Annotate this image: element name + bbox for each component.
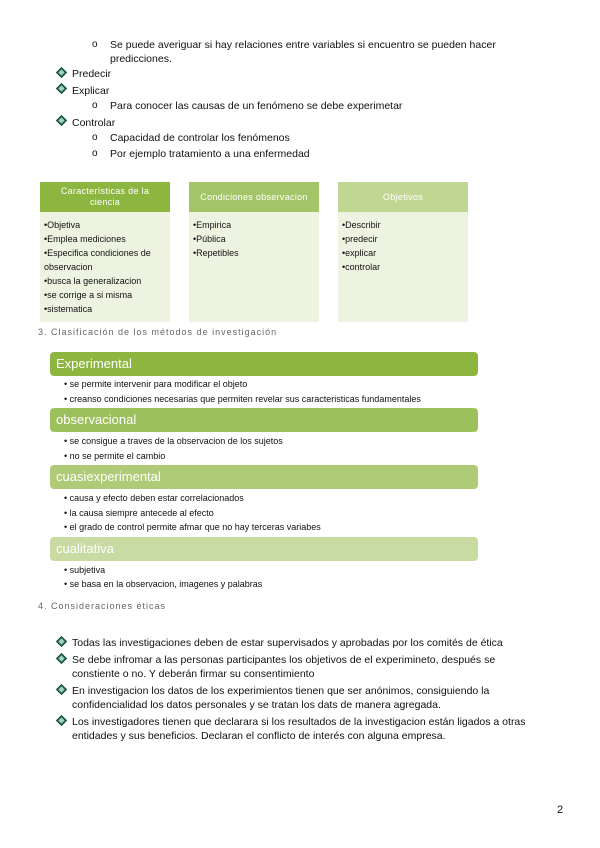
category-item: • creanso condiciones necesarias que permiten revelar sus caracteristicas fundamentales: [64, 394, 421, 404]
category-bar-cuasiexperimental: cuasiexperimental: [50, 465, 478, 489]
box-objetivos: [338, 182, 468, 322]
sub-bullet-marker: o: [92, 39, 98, 50]
category-item: • se consigue a traves de la observacion de los sujetos: [64, 436, 283, 446]
category-item: • la causa siempre antecede al efecto: [64, 508, 214, 518]
list-item-explicar: Explicar: [72, 85, 110, 97]
category-item: • el grado de control permite afmar que no hay terceras variabes: [64, 522, 321, 532]
box-title: Características de la ciencia: [40, 182, 170, 212]
ethics-item-text: Los investigadores tienen que declarara si los resultados de la investigacion están ligados a otras: [72, 716, 526, 728]
box-title: Objetivos: [338, 182, 468, 212]
diamond-bullet-icon: [56, 715, 67, 726]
sub-bullet-marker: o: [92, 100, 98, 111]
box-list-item: •busca la generalizacion: [44, 276, 142, 286]
category-bar-observacional: observacional: [50, 408, 478, 432]
category-bar-experimental: Experimental: [50, 352, 478, 376]
box-list: [338, 212, 468, 278]
sub-bullet-marker: o: [92, 132, 98, 143]
box-list: [40, 212, 170, 320]
list-item-controlar: Controlar: [72, 117, 116, 129]
box-list-item: •predecir: [342, 234, 378, 244]
diamond-bullet-icon: [56, 115, 67, 126]
category-item: • se permite intervenir para modificar el objeto: [64, 379, 248, 389]
sub-item-text: Para conocer las causas de un fenómeno se debe experimetar: [110, 100, 403, 112]
category-bar-cualitativa: cualitativa: [50, 537, 478, 561]
box-list-item: •Repetibles: [193, 248, 239, 258]
section-4-heading: 4. Consideraciones éticas: [38, 601, 167, 611]
ethics-item-text: Se debe infromar a las personas participantes los objetivos de el experimineto, después se: [72, 654, 496, 666]
box-list-item: •sistematica: [44, 304, 93, 314]
diamond-bullet-icon: [56, 83, 67, 94]
ethics-item-text-cont: confidencialidad los datos personales y se tratan los dats de manera agregada.: [72, 699, 441, 711]
category-item: • se basa en la observacion, imagenes y palabras: [64, 579, 263, 589]
category-item: • subjetiva: [64, 565, 106, 575]
box-title: Condiciones observacion: [189, 182, 319, 212]
ethics-item-text: Todas las investigaciones deben de estar supervisados y aprobadas por los comités de ética: [72, 637, 503, 649]
ethics-item-text: En investigacion los datos de los experimientos tienen que ser anónimos, consiguiendo la: [72, 685, 490, 697]
page-number: 2: [557, 804, 564, 816]
list-item-predecir: Predecir: [72, 68, 112, 80]
ethics-item-text-cont: entidades y sus beneficios. Declaran el conflicto de interés con alguna empresa.: [72, 730, 446, 742]
box-list: [189, 212, 319, 264]
box-list-item: •controlar: [342, 262, 381, 272]
sub-item-text: Capacidad de controlar los fenómenos: [110, 132, 290, 144]
box-condiciones: [189, 182, 319, 322]
box-list-item: •se corrige a si misma: [44, 290, 133, 300]
category-item: • no se permite el cambio: [64, 451, 166, 461]
box-list-item: •explicar: [342, 248, 377, 258]
diamond-bullet-icon: [56, 684, 67, 695]
box-list-item: •Pública: [193, 234, 226, 244]
diamond-bullet-icon: [56, 67, 67, 78]
ethics-item-text-cont: constiente o no. Y deberán firmar su consentimiento: [72, 668, 315, 680]
box-list-item: •Empirica: [193, 220, 232, 230]
category-item: • causa y efecto deben estar correlacionados: [64, 493, 244, 503]
diamond-bullet-icon: [56, 636, 67, 647]
section-3-heading: 3. Clasificación de los métodos de investigación: [38, 327, 278, 337]
diamond-bullet-icon: [56, 653, 67, 664]
box-list-item: •Especifica condiciones de observacion: [44, 248, 151, 272]
box-list-item: •Objetiva: [44, 220, 81, 230]
sub-item-text-cont: predicciones.: [110, 53, 172, 65]
box-list-item: •Describir: [342, 220, 381, 230]
box-caracteristicas: [40, 182, 170, 322]
box-list-item: •Emplea mediciones: [44, 234, 126, 244]
sub-bullet-marker: o: [92, 148, 98, 159]
sub-item-text: Por ejemplo tratamiento a una enfermedad: [110, 148, 310, 160]
sub-item-text: Se puede averiguar si hay relaciones entre variables si encuentro se pueden hacer: [110, 39, 496, 51]
